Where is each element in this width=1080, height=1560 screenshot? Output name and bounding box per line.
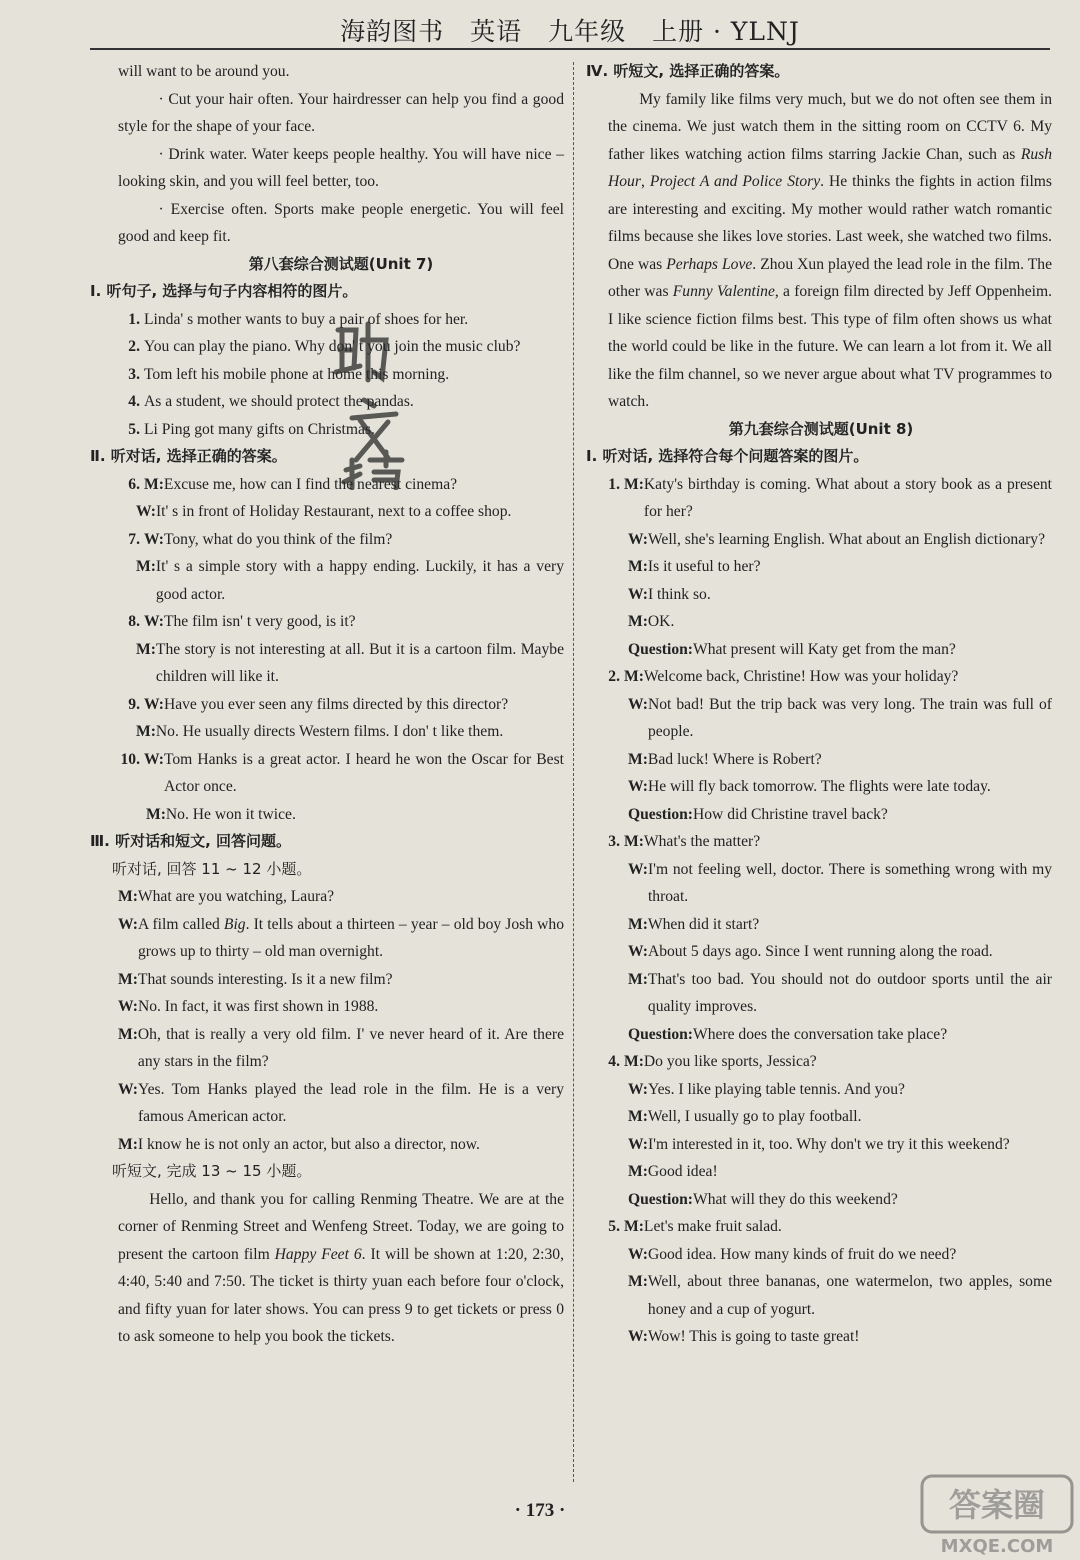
dialog-line (118, 993, 564, 1021)
dialog-line (590, 938, 1052, 966)
dialog-text: That sounds interesting. Is it a new film? (137, 970, 393, 988)
question-line (590, 1186, 1052, 1214)
speaker: W: (628, 860, 648, 878)
speaker: M: (118, 970, 138, 988)
dialog-text: Bad luck! Where is Robert? (647, 750, 822, 768)
speaker: M: (628, 1163, 648, 1180)
speaker: W: (144, 530, 164, 548)
question-5 (590, 1213, 1052, 1241)
dialog-text: Katy's birthday is coming. What about a story book as a present for her? (643, 475, 1052, 520)
question-text: How did Christine travel back? (692, 805, 888, 823)
question-1 (590, 471, 1052, 526)
tip-item: · Drink water. Water keeps people healthy. You will have nice – looking skin, and you will feel better, too. (118, 145, 564, 190)
speaker: M: (118, 888, 138, 905)
item-text: You can play the piano. Why don' t you join the music club? (144, 338, 521, 355)
speaker: W: (628, 530, 648, 548)
item-number: 7. (128, 530, 140, 548)
tip-item: · Cut your hair often. Your hairdresser can help you find a good style for the shape of your face. (118, 90, 564, 135)
page-number: · 173 · (514, 1500, 566, 1521)
subsection-label: 听短文, 完成 13 ~ 15 小题。 (112, 1162, 312, 1180)
header-rule (90, 48, 1050, 50)
film-title: Funny Valentine (672, 283, 775, 300)
speaker: M: (628, 1273, 648, 1290)
dialog-line (118, 1021, 564, 1076)
item-number: 5. (128, 420, 140, 438)
speaker: M: (136, 723, 156, 740)
dialog-text: Tony, what do you think of the film? (163, 530, 393, 548)
dialog-text: Well, she's learning English. What about an English dictionary? (647, 530, 1046, 548)
speaker: W: (628, 1080, 648, 1098)
question-9 (118, 691, 564, 719)
left-column (90, 58, 564, 1351)
speaker: W: (118, 998, 138, 1015)
dialog-text: What are you watching, Laura? (137, 888, 335, 905)
item-text: Linda' s mother wants to buy a pair of shoes for her. (144, 310, 469, 328)
test-heading-unit7: 第八套综合测试题(Unit 7) (248, 254, 434, 273)
speaker: W: (136, 503, 156, 520)
question-8 (118, 608, 564, 636)
dialog-text (138, 911, 564, 966)
dialog-line (118, 553, 564, 608)
dialog-line (118, 636, 564, 691)
dialog-line (590, 856, 1052, 911)
dialog-text: Do you like sports, Jessica? (643, 1053, 817, 1070)
dialog-text: About 5 days ago. Since I went running along the road. (647, 943, 993, 960)
dialog-text: No. In fact, it was first shown in 1988. (137, 998, 379, 1015)
question-text: Where does the conversation take place? (692, 1025, 948, 1043)
dialog-text: When did it start? (647, 915, 760, 933)
dialog-line (118, 911, 564, 966)
speaker: W: (628, 943, 648, 960)
dialog-text-part: . It tells about a thirteen – year – old boy Josh who grows up to thirty – old man overnight. (137, 915, 564, 960)
dialog-line (118, 498, 564, 526)
section-1-label: Ⅰ. 听句子, 选择与句子内容相符的图片。 (90, 282, 358, 300)
item-number: 8. (128, 613, 140, 630)
question-text: What present will Katy get from the man? (692, 640, 956, 658)
item-number: 5. (608, 1218, 620, 1235)
passage-text: . It will be shown at 1:20, 2:30, 4:40, 5:40 and 7:50. The ticket is thirty yuan each before four o'clock, and fifty yuan for later shows. You can press 9 to get tickets or press 0 to ask someone to help you book the tickets. (118, 1245, 564, 1345)
svg-text:答案圈: 答案圈 (948, 1486, 1046, 1524)
dialog-text: Good idea! (647, 1163, 718, 1180)
passage-text: . Zhou Xun played the lead role in the film. The other was (608, 255, 1052, 300)
speaker: W: (118, 915, 138, 933)
film-title: Happy Feet 6 (274, 1245, 362, 1263)
dialog-line (118, 718, 564, 746)
dialog-text: Is it useful to her? (647, 558, 761, 575)
dialog-text: I'm not feeling well, doctor. There is something wrong with my throat. (647, 860, 1052, 905)
question-label: Question: (628, 640, 693, 658)
dialog-text: Yes. Tom Hanks played the lead role in the film. He is a very famous American actor. (137, 1080, 564, 1125)
speaker: M: (118, 1135, 138, 1153)
right-column (586, 58, 1052, 1351)
dialog-text-part: A film called (137, 915, 224, 933)
speaker: M: (624, 1053, 644, 1070)
section-2-label: Ⅱ. 听对话, 选择正确的答案。 (90, 447, 287, 465)
dialog-line (590, 911, 1052, 939)
speaker: W: (628, 695, 648, 713)
dialog-line (118, 801, 564, 829)
speaker: M: (144, 475, 164, 493)
passage (118, 1186, 564, 1351)
page-header: 海韵图书 英语 九年级 上册 · YLNJ (340, 17, 800, 46)
dialog-text: I know he is not only an actor, but also a director, now. (137, 1135, 480, 1153)
dialog-text: What's the matter? (643, 833, 761, 850)
dialog-text: The story is not interesting at all. But it is a cartoon film. Maybe children will like it. (155, 640, 564, 685)
dialog-line (590, 1076, 1052, 1104)
dialog-text: He will fly back tomorrow. The flights were late today. (647, 778, 991, 795)
item-text: As a student, we should protect the pandas. (144, 393, 414, 410)
dialog-text: It' s a simple story with a happy ending. Luckily, it has a very good actor. (155, 558, 564, 603)
dialog-line (118, 883, 564, 911)
dialog-line (590, 1268, 1052, 1323)
speaker: M: (136, 640, 156, 658)
speaker: W: (628, 585, 648, 603)
item-number: 1. (128, 310, 140, 328)
dialog-line (118, 1076, 564, 1131)
test-heading-unit8: 第九套综合测试题(Unit 8) (728, 419, 914, 438)
item-number: 4. (128, 393, 140, 410)
item-text: Li Ping got many gifts on Christmas. (144, 420, 375, 438)
question-line (590, 636, 1052, 664)
dialog-line (118, 1131, 564, 1159)
dialog-text: No. He won it twice. (165, 805, 296, 823)
dialog-text: Excuse me, how can I find the nearest cinema? (163, 475, 458, 493)
speaker: W: (628, 1328, 648, 1345)
speaker: M: (628, 558, 648, 575)
dialog-text: Wow! This is going to taste great! (647, 1328, 860, 1345)
question-10 (118, 746, 564, 801)
svg-text:MXQE.COM: MXQE.COM (940, 1536, 1054, 1557)
passage-text: , (640, 173, 650, 190)
dialog-text: Tom Hanks is a great actor. I heard he won the Oscar for Best Actor once. (163, 750, 564, 795)
dialog-text: Not bad! But the trip back was very long. The train was full of people. (647, 695, 1052, 740)
dialog-line (590, 1241, 1052, 1269)
passage-text: , a foreign film directed by Jeff Oppenheim. I like science fiction films best. This type of film often shows us what the world could be like in the future. We can learn a lot from it. We all like the film channel, so we never argue about what TV programmes to watch. (608, 283, 1052, 410)
dialog-text: It' s in front of Holiday Restaurant, next to a coffee shop. (155, 503, 512, 520)
dialog-text: Good idea. How many kinds of fruit do we need? (647, 1245, 957, 1263)
dialog-text: Yes. I like playing table tennis. And you? (647, 1080, 905, 1098)
dialog-line (118, 966, 564, 994)
section-3-label: Ⅲ. 听对话和短文, 回答问题。 (90, 832, 292, 850)
dialog-text: Let's make fruit salad. (643, 1218, 782, 1235)
speaker: W: (144, 695, 164, 713)
item-number: 1. (608, 475, 620, 493)
item-number: 2. (128, 338, 140, 355)
dialog-text: Have you ever seen any films directed by this director? (163, 695, 509, 713)
speaker: M: (624, 833, 644, 850)
item-text: Tom left his mobile phone at home this morning. (144, 365, 450, 383)
speaker: M: (624, 475, 644, 493)
dialog-line (590, 966, 1052, 1021)
passage-text: . He thinks the fights in action films are interesting and exciting. My mother would rather watch romantic films because she likes love stories. Last week, she watched two films. One was (608, 173, 1052, 273)
item-number: 2. (608, 668, 620, 685)
item-number: 3. (608, 833, 620, 850)
handwritten-stamp (330, 310, 420, 490)
dialog-text: The film isn' t very good, is it? (163, 613, 356, 630)
passage-text: My family like films very much, but we do not often see them in the cinema. We just watch them in the sitting room on CCTV 6. My father likes watching action films starring Jackie Chan, such as (608, 90, 1052, 163)
speaker: M: (628, 915, 648, 933)
dialog-text: I think so. (647, 585, 711, 603)
speaker: W: (628, 1135, 648, 1153)
section-4-label: Ⅳ. 听短文, 选择正确的答案。 (586, 62, 790, 80)
speaker: M: (628, 1108, 648, 1125)
question-label: Question: (628, 1190, 693, 1208)
speaker: W: (628, 1245, 648, 1263)
speaker: M: (628, 750, 648, 768)
question-text: What will they do this weekend? (692, 1190, 898, 1208)
speaker: M: (146, 805, 166, 823)
dialog-line (590, 1103, 1052, 1131)
dialog-line (590, 773, 1052, 801)
speaker: M: (628, 613, 648, 630)
question-3 (590, 828, 1052, 856)
dialog-text: Oh, that is really a very old film. I' ve never heard of it. Are there any stars in the film? (137, 1025, 564, 1070)
continued-line: will want to be around you. (118, 63, 290, 80)
speaker: M: (118, 1025, 138, 1043)
dialog-line (590, 581, 1052, 609)
passage (590, 86, 1052, 416)
question-4 (590, 1048, 1052, 1076)
dialog-text: OK. (647, 613, 675, 630)
speaker: M: (624, 1218, 644, 1235)
watermark-logo (920, 1470, 1080, 1560)
dialog-text: I'm interested in it, too. Why don't we try it this weekend? (647, 1135, 1010, 1153)
column-divider (573, 62, 574, 1482)
dialog-line (590, 526, 1052, 554)
item-number: 6. (128, 475, 140, 493)
speaker: W: (118, 1080, 138, 1098)
speaker: M: (624, 668, 644, 685)
dialog-text: That's too bad. You should not do outdoor sports until the air quality improves. (647, 970, 1052, 1015)
subsection-label: 听对话, 回答 11 ~ 12 小题。 (112, 859, 312, 878)
film-title: Rush Hour (608, 145, 1052, 190)
question-label: Question: (628, 805, 693, 823)
film-title: Perhaps Love (666, 255, 753, 273)
speaker: W: (628, 778, 648, 795)
dialog-line (590, 608, 1052, 636)
item-number: 4. (608, 1053, 620, 1070)
dialog-line (590, 1323, 1052, 1351)
section-1-label: Ⅰ. 听对话, 选择符合每个问题答案的图片。 (586, 447, 869, 465)
dialog-text: No. He usually directs Western films. I don' t like them. (155, 723, 504, 740)
dialog-text: Well, about three bananas, one watermelon, two apples, some honey and a cup of yogurt. (647, 1273, 1052, 1318)
dialog-text: Well, I usually go to play football. (647, 1108, 862, 1125)
dialog-text: Welcome back, Christine! How was your holiday? (643, 668, 959, 685)
speaker: W: (144, 613, 164, 630)
question-2 (590, 663, 1052, 691)
film-title: Project A and Police Story (649, 173, 821, 190)
dialog-line (590, 1158, 1052, 1186)
speaker: M: (628, 970, 648, 988)
dialog-line (590, 553, 1052, 581)
item-number: 3. (128, 365, 140, 383)
question-label: Question: (628, 1025, 693, 1043)
question-line (590, 801, 1052, 829)
dialog-line (590, 691, 1052, 746)
question-7 (118, 526, 564, 554)
speaker: M: (136, 558, 156, 575)
film-title: Big (223, 915, 246, 933)
speaker: W: (144, 750, 164, 768)
dialog-line (590, 746, 1052, 774)
dialog-line (590, 1131, 1052, 1159)
item-number: 10. (120, 750, 140, 768)
question-line (590, 1021, 1052, 1049)
passage-text: Hello, and thank you for calling Renming Theatre. We are at the corner of Renming Street and Wenfeng Street. Today, we are going to present the cartoon film (118, 1190, 564, 1263)
item-number: 9. (128, 695, 140, 713)
tip-item: · Exercise often. Sports make people energetic. You will feel good and keep fit. (118, 200, 564, 245)
